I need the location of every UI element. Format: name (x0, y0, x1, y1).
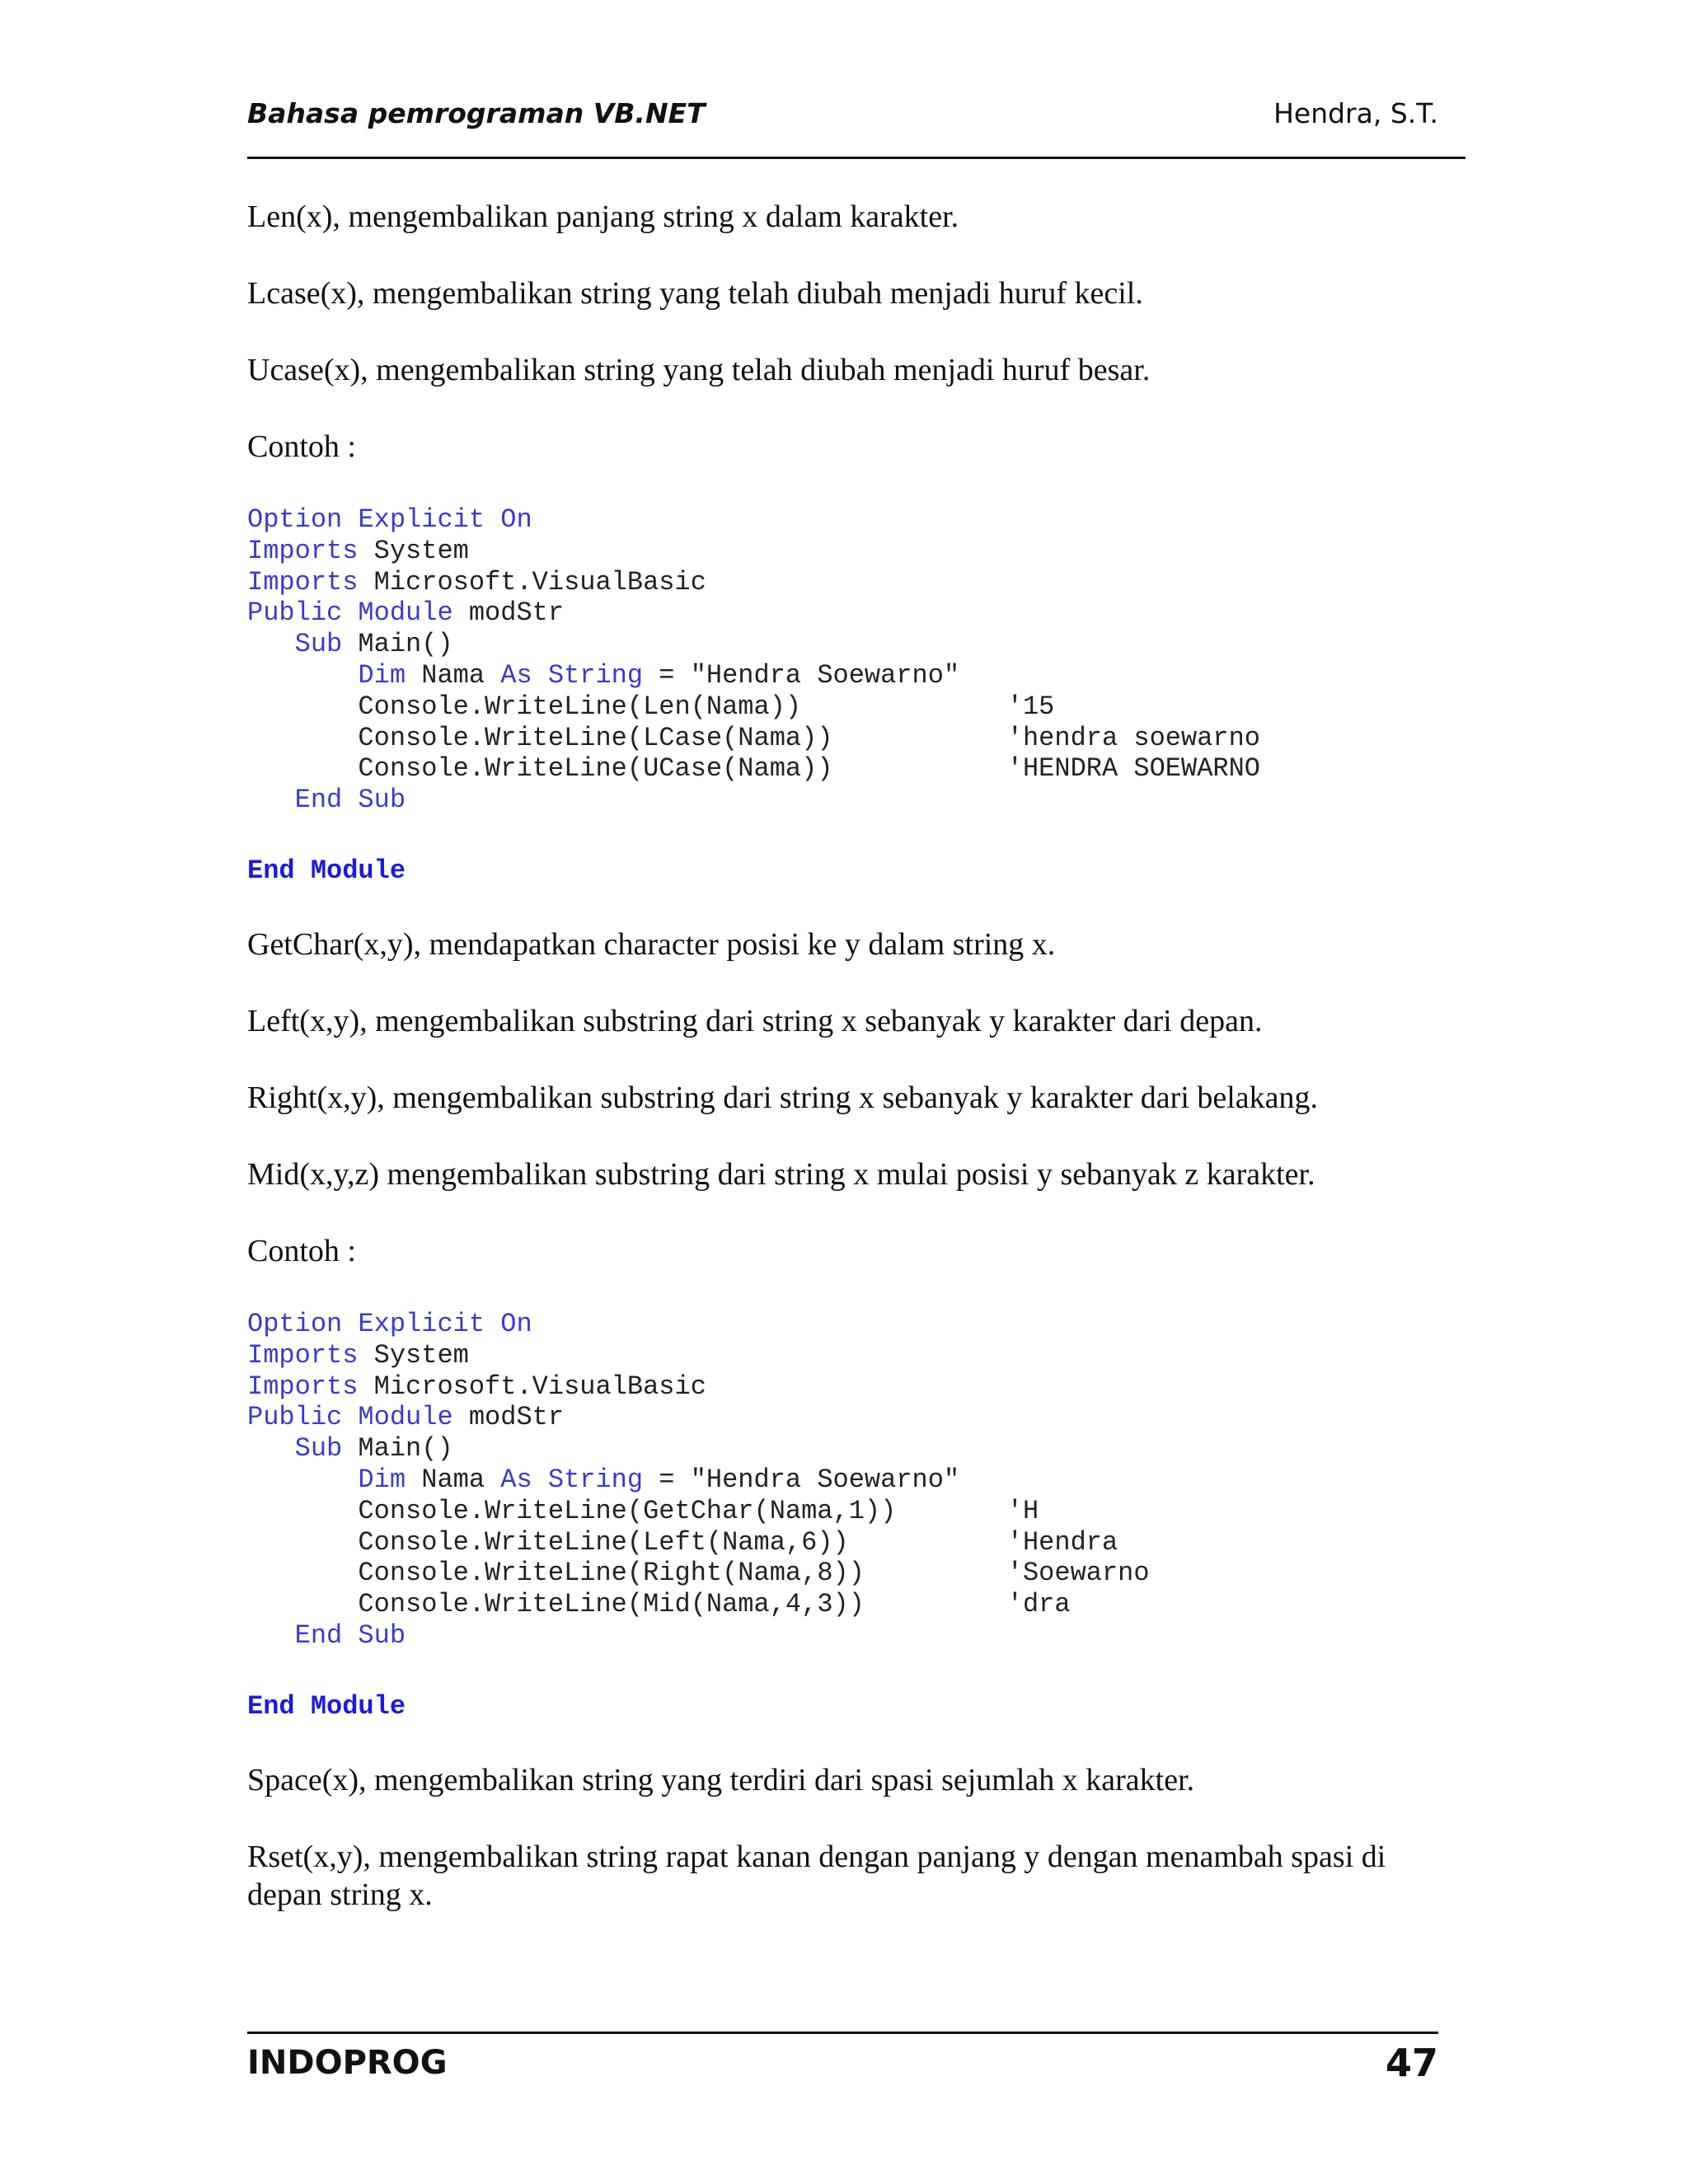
paragraph-space: Space(x), mengembalikan string yang terdiri dari spasi sejumlah x karakter. (247, 1763, 1195, 1797)
code-line: Option Explicit On (247, 1309, 532, 1339)
code-line: Imports Microsoft.VisualBasic (247, 1371, 706, 1402)
paragraph-contoh-1: Contoh : (247, 429, 356, 464)
paragraph-left: Left(x,y), mengembalikan substring dari string x sebanyak y karakter dari depan. (247, 1004, 1263, 1038)
code-line: Sub Main() (294, 629, 453, 660)
code-line: Public Module modStr (247, 598, 565, 629)
code-block-2-end-module: End Module (247, 1691, 406, 1722)
paragraph-contoh-2: Contoh : (247, 1234, 356, 1268)
code-line: Dim Nama As String = "Hendra Soewarno" (358, 1464, 960, 1495)
page-number: 47 (1385, 2041, 1438, 2085)
code-line: End Sub (294, 785, 406, 816)
code-line: Console.WriteLine(GetChar(Nama,1)) 'H (247, 1495, 1039, 1526)
code-line: Console.WriteLine(Len(Nama)) '15 (247, 691, 1055, 722)
code-line: Sub Main() (294, 1433, 453, 1465)
code-line: Console.WriteLine(Right(Nama,8)) 'Soewarno (247, 1558, 1150, 1589)
paragraph-mid: Mid(x,y,z) mengembalikan substring dari string x mulai posisi y sebanyak z karakter. (247, 1157, 1315, 1192)
page-footer (247, 2041, 1438, 2090)
paragraph-rset: Rset(x,y), mengembalikan string rapat kanan dengan panjang y dengan menambah spasi di depan string x. (247, 1840, 1386, 1912)
code-line: Imports Microsoft.VisualBasic (247, 566, 706, 598)
paragraph-lcase: Lcase(x), mengembalikan string yang telah diubah menjadi huruf kecil. (247, 276, 1143, 311)
header-rule (247, 157, 1465, 159)
code-line: Dim Nama As String = "Hendra Soewarno" (358, 659, 960, 691)
code-line: Imports System (247, 535, 469, 566)
footer-publisher: INDOPROG (247, 2044, 448, 2082)
code-line: Imports System (247, 1339, 469, 1371)
footer-rule (247, 2032, 1438, 2034)
header-author: Hendra, S.T. (1273, 97, 1438, 129)
paragraph-getchar: GetChar(x,y), mendapatkan character posisi ke y dalam string x. (247, 927, 1056, 962)
code-line: Console.WriteLine(UCase(Nama)) 'HENDRA SOEWARNO (247, 753, 1260, 785)
code-line: End Sub (294, 1619, 406, 1651)
code-block-1-end-module: End Module (247, 855, 406, 886)
code-block-2 (247, 1309, 1451, 1652)
paragraph-len: Len(x), mengembalikan panjang string x dalam karakter. (247, 199, 959, 234)
paragraph-ucase: Ucase(x), mengembalikan string yang telah diubah menjadi huruf besar. (247, 353, 1151, 387)
code-line: Console.WriteLine(Left(Nama,6)) 'Hendra (247, 1526, 1118, 1558)
paragraph-right: Right(x,y), mengembalikan substring dari string x sebanyak y karakter dari belakang. (247, 1080, 1319, 1115)
code-line: Console.WriteLine(LCase(Nama)) 'hendra soewarno (247, 722, 1260, 753)
header-title: Bahasa pemrograman VB.NET (247, 97, 706, 129)
code-block-1 (247, 504, 1451, 816)
code-line: Public Module modStr (247, 1402, 565, 1433)
page-header (247, 97, 1438, 137)
code-line: Option Explicit On (247, 504, 532, 535)
code-line: Console.WriteLine(Mid(Nama,4,3)) 'dra (247, 1589, 1071, 1620)
